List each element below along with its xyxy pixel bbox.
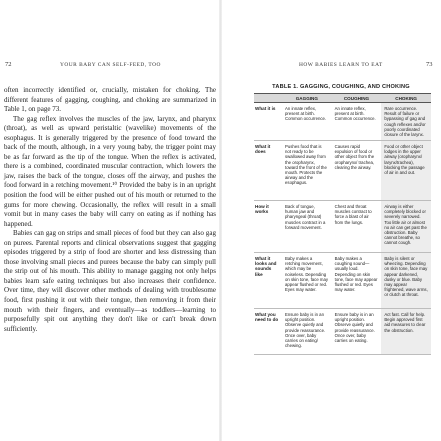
table-title: TABLE 1. GAGGING, COUGHING, AND CHOKING xyxy=(272,84,410,90)
table-row xyxy=(254,309,431,355)
table-header-row xyxy=(254,94,431,103)
table-header-gagging: GAGGING xyxy=(282,94,332,103)
row-label: What it looks and sounds like xyxy=(254,253,282,309)
row-label: What it does xyxy=(254,141,282,201)
page-number-right: 73 xyxy=(426,61,433,68)
running-head-left: YOUR BABY CAN SELF-FEED, TOO xyxy=(60,62,161,68)
paragraph-2: The gag reflex involves the muscles of the jaw, larynx, and pharynx (throat), as well as upward peristaltic (wavelike) movements of the esophagus. It is generally triggered by the presence of food toward the back of the mouth, although, in a very young baby, the trigger point may be as far forward as the tip of the tongue. When the reflex is activated, there is a combined, coordinated muscular contraction, which lowers the jaw, raises the back of the tongue, closes off the airway, and pushes the food forward in a retching movement.¹⁰ Provided the baby is in an upright position the food will be either pushed out of his mouth or returned to the gums for more chewing. Occasionally, the reflex will result in a small vomit but in many cases the baby will carry on eating as if nothing has happened. xyxy=(4,114,216,228)
table-cell-coughing: Ensure baby is in an upright position. Observe quietly and provide reassurance. Once over, baby carries on eating. xyxy=(332,309,382,355)
table-cell-choking: Baby is silent or wheezing. Depending on skin tone, face may appear darkened, dusky or blue. Baby may appear frightened, wave arms, or clutch at throat. xyxy=(381,253,431,309)
table-cell-coughing: Baby makes a coughing sound—usually loud. Depending on skin tone, face may appear flushed or red. Eyes may water. xyxy=(332,253,382,309)
table-cell-choking: Act fast. Call for help. Begin approved first aid measures to clear the obstruction. xyxy=(381,309,431,355)
table-header-coughing: COUGHING xyxy=(332,94,382,103)
table-cell-gagging: Ensure baby is in an upright position. Observe quietly and provide reassurance. Once over, baby carries on eating/ chewing. xyxy=(282,309,332,355)
left-page xyxy=(0,0,220,441)
paragraph-3: Babies can gag on strips and small pieces of food but they can also gag on purees. Parental reports and clinical observations suggest that gagging episodes triggered by a strip of food are shorter and less distressing than those involving small pieces and purees because the baby can simply pull the strip out of his mouth. This ability to manage gagging not only helps babies learn safe eating techniques but also increases their confidence. Over time, they will discover other methods of dealing with troublesome food, first pushing it out with their tongue, then removing it from their mouth with their fingers, and eventually—as toddlers—learning to purposefully spit out anything they don't like or can't break down sufficiently. xyxy=(4,229,216,333)
table-cell-coughing: Causes rapid expulsion of food or other object from the oropharynx/ trachea, clearing the airway. xyxy=(332,141,382,201)
table-cell-choking: Food or other object lodges in the upper airway (oropharynx/ larynx/trachea), blocking the passage of air in and out. xyxy=(381,141,431,201)
table-row xyxy=(254,141,431,201)
body-text xyxy=(4,86,216,334)
comparison-table xyxy=(254,93,431,355)
table-cell-choking: Rare occurrence. Result of failure or bypassing of gag and cough reflexes and/or poorly coordinated closure of the larynx. xyxy=(381,103,431,141)
row-label: What it is xyxy=(254,103,282,141)
table-header-choking: CHOKING xyxy=(381,94,431,103)
running-head-right: HOW BABIES LEARN TO EAT xyxy=(299,62,383,68)
table-cell-gagging: Baby makes a retching movement, which may be noiseless. Depending on skin tone, face may appear flushed or red. Eyes may water. xyxy=(282,253,332,309)
table-cell-coughing: Chest and throat muscles contract to force a blast of air from the lungs. xyxy=(332,201,382,253)
table-row xyxy=(254,201,431,253)
table-header-corner xyxy=(254,94,282,103)
table-cell-choking: Airway is either completely blocked or severely narrowed. Too little air or almost no air can get past the obstruction. Baby cannot breathe, so cannot cough. xyxy=(381,201,431,253)
row-label: How it works xyxy=(254,201,282,253)
page-number-left: 72 xyxy=(5,61,12,68)
table-cell-gagging: Back of tongue, human jaw and pharyngeal (throat) muscles contract in a forward movement. xyxy=(282,201,332,253)
table-cell-coughing: An innate reflex, present at birth. Common occurrence. xyxy=(332,103,382,141)
table-cell-gagging: An innate reflex, present at birth. Common occurrence. xyxy=(282,103,332,141)
row-label: What you need to do xyxy=(254,309,282,355)
table-row xyxy=(254,253,431,309)
paragraph-1: often incorrectly identified or, crucially, mistaken for choking. The different features of gagging, coughing, and choking are summarized in Table 1, on page 73. xyxy=(4,86,216,114)
table-row xyxy=(254,103,431,141)
right-page xyxy=(221,0,441,441)
table-cell-gagging: Pushes food that is not ready to be swallowed away from the oropharynx, toward the front of the mouth. Protects the airway and the esophagus. xyxy=(282,141,332,201)
